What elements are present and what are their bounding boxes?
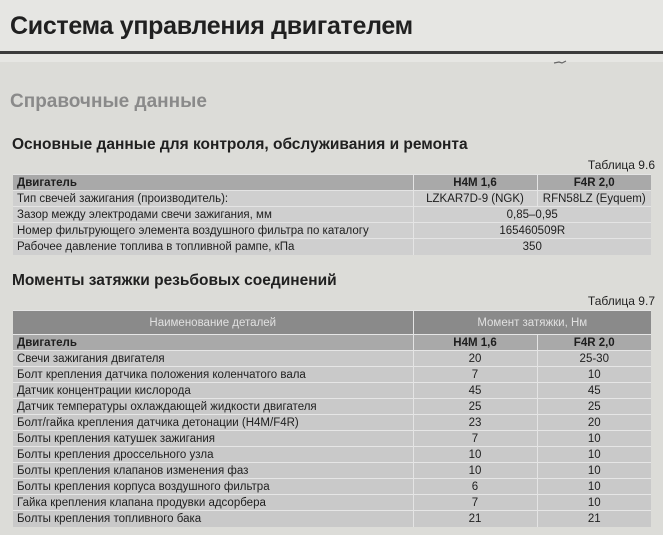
group-header-cell: Наименование деталей bbox=[13, 311, 413, 335]
page-title: Система управления двигателем bbox=[10, 12, 413, 40]
torque-value: 10 bbox=[413, 463, 537, 479]
reference-data-table bbox=[13, 174, 651, 255]
torque-value: 7 bbox=[413, 367, 537, 383]
table2-header-row bbox=[13, 335, 651, 351]
header-cell: H4M 1,6 bbox=[413, 175, 537, 191]
part-name: Болты крепления корпуса воздушного фильтра bbox=[13, 479, 413, 495]
table-row bbox=[13, 399, 651, 415]
header-cell: Двигатель bbox=[13, 335, 413, 351]
torque-value: 25 bbox=[413, 399, 537, 415]
header-cell: H4M 1,6 bbox=[413, 335, 537, 351]
param-value: 165460509R bbox=[413, 223, 651, 239]
torque-table bbox=[13, 310, 651, 527]
table-row bbox=[13, 415, 651, 431]
param-name: Тип свечей зажигания (производитель): bbox=[13, 191, 413, 207]
param-name: Зазор между электродами свечи зажигания, мм bbox=[13, 207, 413, 223]
param-value: LZKAR7D-9 (NGK) bbox=[413, 191, 537, 207]
header-cell: F4R 2,0 bbox=[537, 175, 651, 191]
table-row bbox=[13, 239, 651, 255]
part-name: Болты крепления топливного бака bbox=[13, 511, 413, 527]
table-row bbox=[13, 447, 651, 463]
table2-heading: Моменты затяжки резьбовых соединений bbox=[12, 272, 337, 289]
table-row bbox=[13, 207, 651, 223]
table-row bbox=[13, 431, 651, 447]
torque-value: 10 bbox=[537, 479, 651, 495]
table-row bbox=[13, 463, 651, 479]
title-rule bbox=[0, 51, 663, 54]
table-row bbox=[13, 495, 651, 511]
torque-value: 21 bbox=[413, 511, 537, 527]
table-row bbox=[13, 511, 651, 527]
torque-value: 7 bbox=[413, 431, 537, 447]
torque-value: 6 bbox=[413, 479, 537, 495]
torque-value: 45 bbox=[413, 383, 537, 399]
torque-value: 25-30 bbox=[537, 351, 651, 367]
table-row bbox=[13, 383, 651, 399]
part-name: Болт/гайка крепления датчика детонации (H4M/F4R) bbox=[13, 415, 413, 431]
param-value: 350 bbox=[413, 239, 651, 255]
torque-value: 25 bbox=[537, 399, 651, 415]
torque-value: 10 bbox=[537, 495, 651, 511]
torque-value: 10 bbox=[537, 431, 651, 447]
torque-value: 10 bbox=[537, 463, 651, 479]
param-value: 0,85–0,95 bbox=[413, 207, 651, 223]
table-row bbox=[13, 367, 651, 383]
table-row bbox=[13, 191, 651, 207]
part-name: Датчик температуры охлаждающей жидкости двигателя bbox=[13, 399, 413, 415]
table1-caption: Таблица 9.6 bbox=[587, 158, 655, 172]
table1-heading: Основные данные для контроля, обслуживания и ремонта bbox=[12, 136, 468, 153]
header-cell: Двигатель bbox=[13, 175, 413, 191]
torque-value: 21 bbox=[537, 511, 651, 527]
section-heading: Справочные данные bbox=[10, 91, 207, 112]
part-name: Болты крепления дроссельного узла bbox=[13, 447, 413, 463]
torque-value: 10 bbox=[537, 367, 651, 383]
torque-value: 10 bbox=[413, 447, 537, 463]
param-name: Рабочее давление топлива в топливной рампе, кПа bbox=[13, 239, 413, 255]
part-name: Свечи зажигания двигателя bbox=[13, 351, 413, 367]
param-name: Номер фильтрующего элемента воздушного фильтра по каталогу bbox=[13, 223, 413, 239]
table2-group-header-row bbox=[13, 311, 651, 335]
group-header-cell: Момент затяжки, Нм bbox=[413, 311, 651, 335]
print-speck-icon bbox=[553, 60, 567, 65]
torque-value: 20 bbox=[537, 415, 651, 431]
table-row bbox=[13, 479, 651, 495]
torque-value: 10 bbox=[537, 447, 651, 463]
torque-value: 23 bbox=[413, 415, 537, 431]
part-name: Болты крепления клапанов изменения фаз bbox=[13, 463, 413, 479]
torque-value: 20 bbox=[413, 351, 537, 367]
table2-caption: Таблица 9.7 bbox=[587, 294, 655, 308]
param-value: RFN58LZ (Eyquem) bbox=[537, 191, 651, 207]
table-row bbox=[13, 351, 651, 367]
torque-value: 7 bbox=[413, 495, 537, 511]
header-cell: F4R 2,0 bbox=[537, 335, 651, 351]
torque-value: 45 bbox=[537, 383, 651, 399]
part-name: Болт крепления датчика положения коленчатого вала bbox=[13, 367, 413, 383]
part-name: Болты крепления катушек зажигания bbox=[13, 431, 413, 447]
table-row bbox=[13, 223, 651, 239]
table1-header-row bbox=[13, 175, 651, 191]
part-name: Датчик концентрации кислорода bbox=[13, 383, 413, 399]
part-name: Гайка крепления клапана продувки адсорбера bbox=[13, 495, 413, 511]
